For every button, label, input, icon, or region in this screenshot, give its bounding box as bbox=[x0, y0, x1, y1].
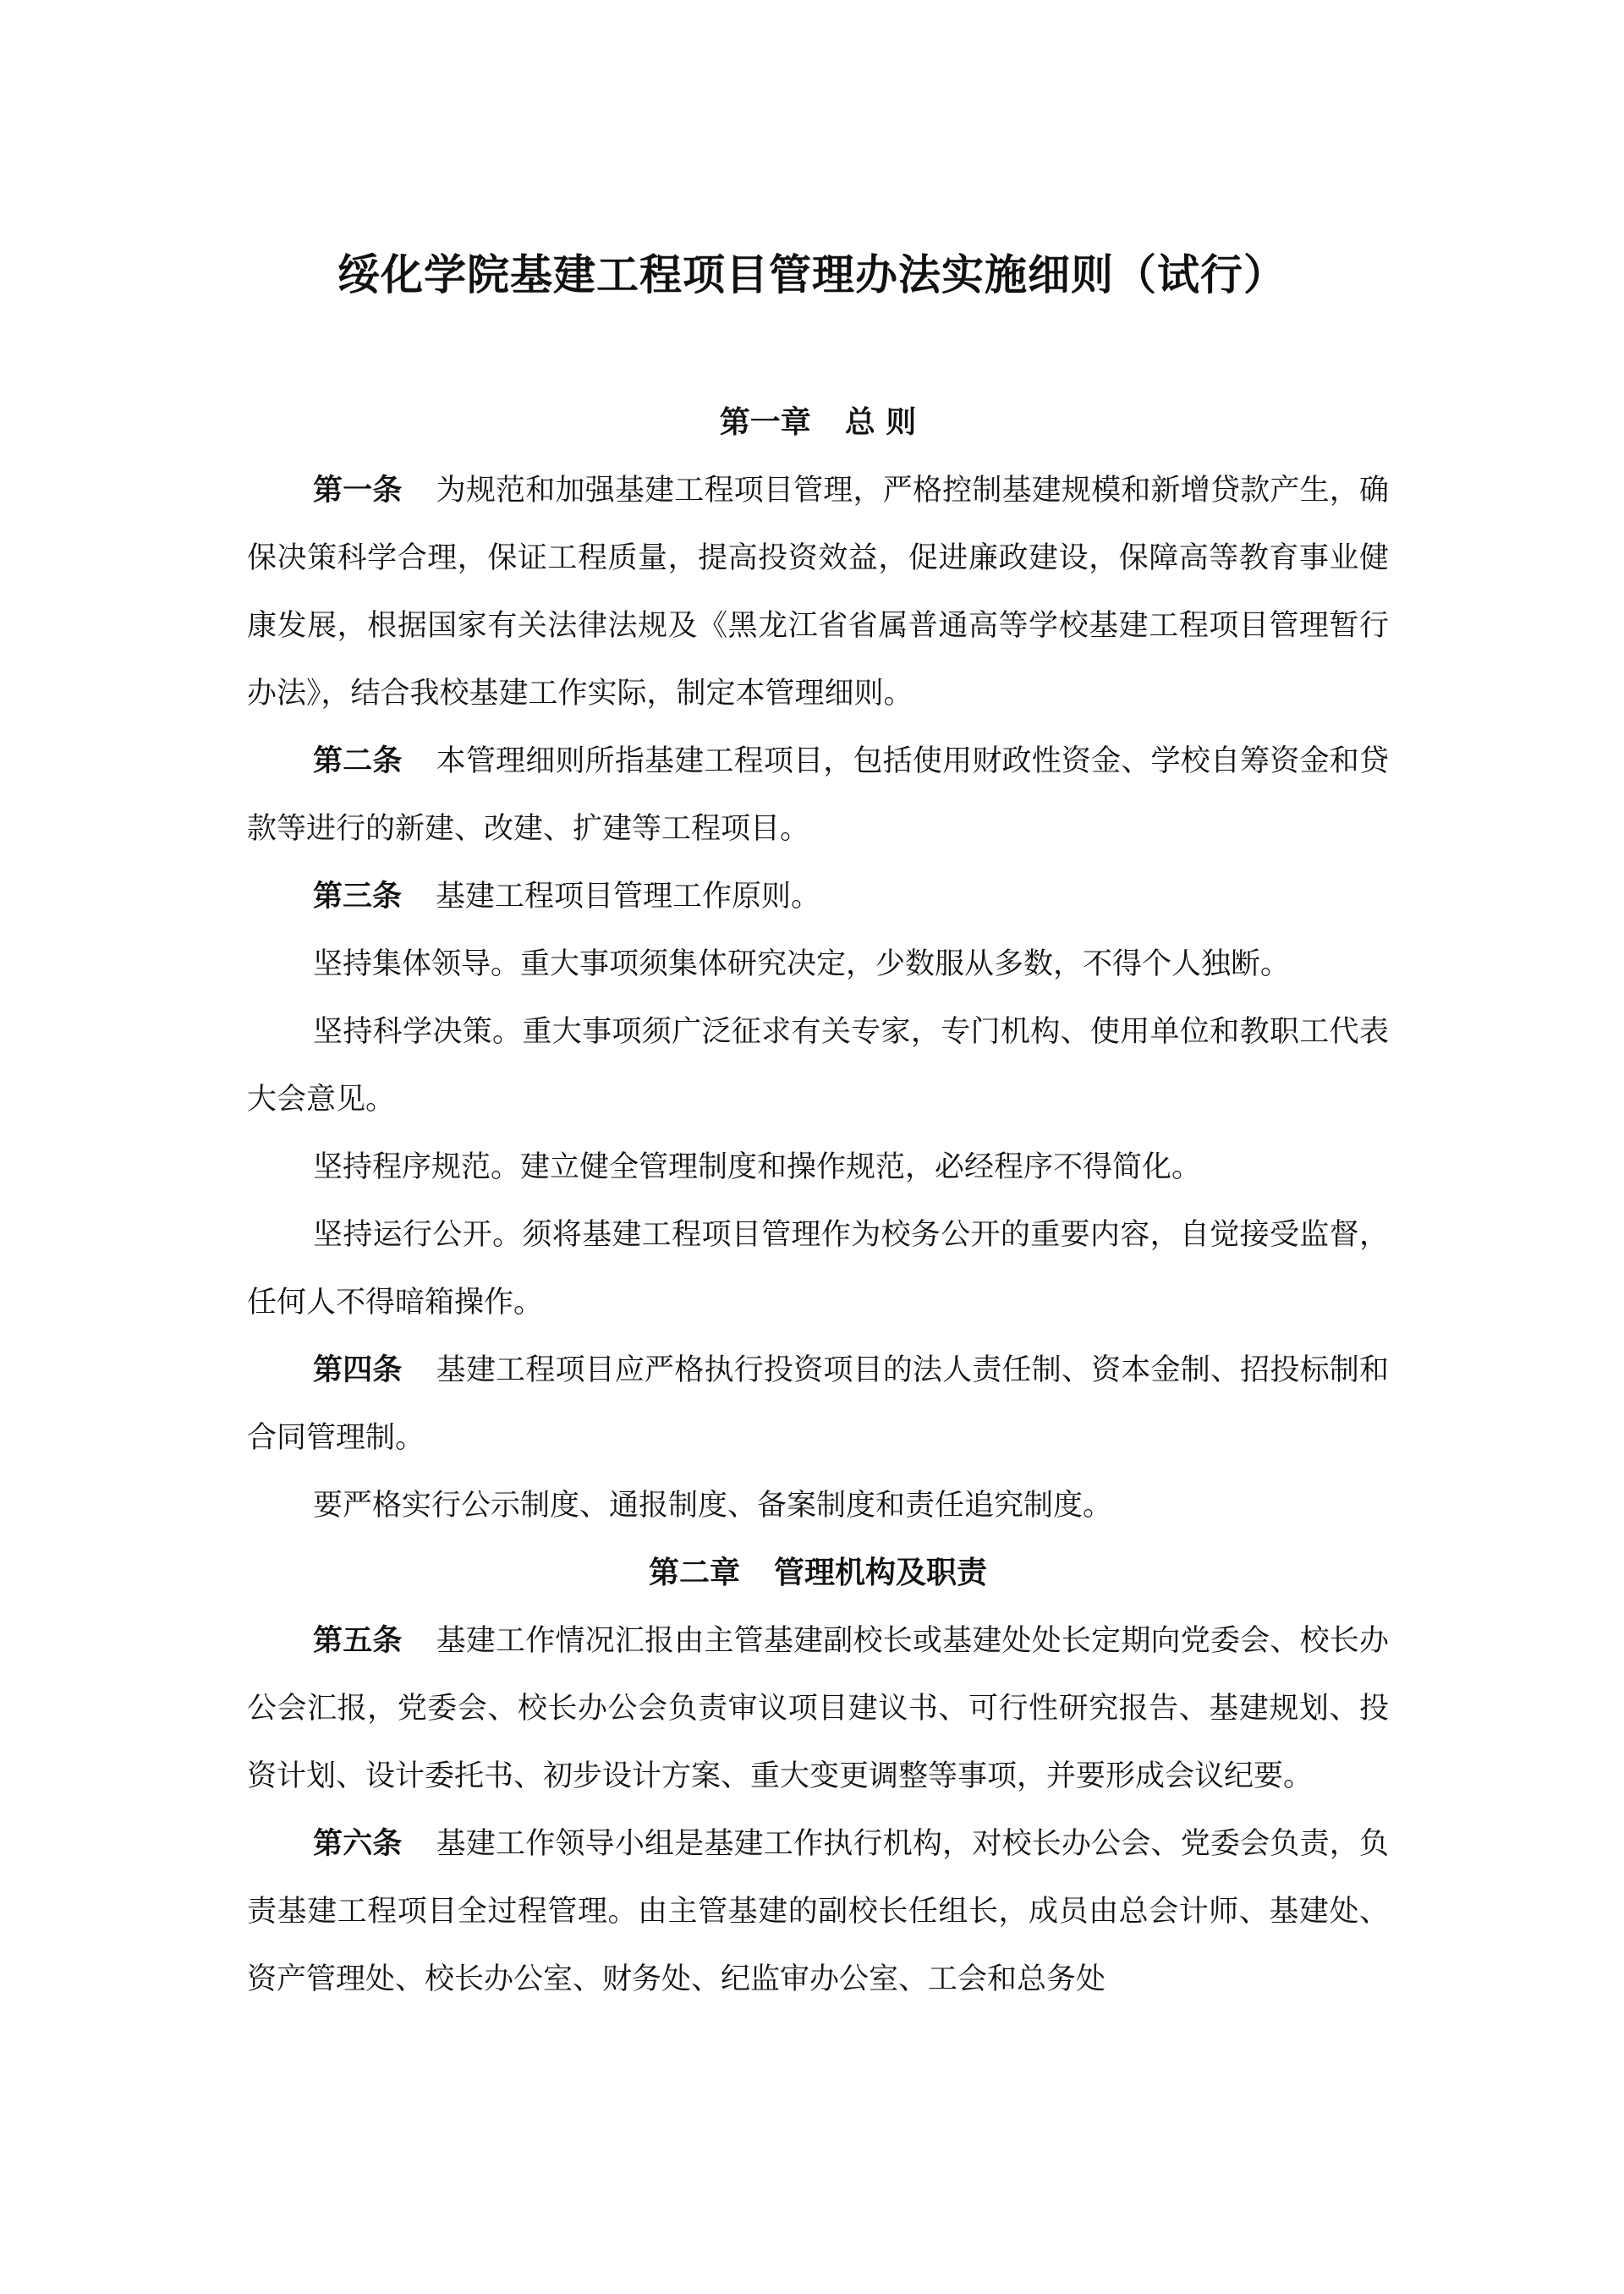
article-paragraph bbox=[247, 457, 1389, 727]
article-paragraph bbox=[247, 1336, 1389, 1472]
chapter-name: 管理机构及职责 bbox=[774, 1556, 988, 1590]
chapter-number: 第一章 bbox=[719, 405, 811, 440]
chapter-heading bbox=[247, 1539, 1389, 1607]
paragraph bbox=[247, 1201, 1389, 1336]
chapter-number: 第二章 bbox=[648, 1556, 740, 1590]
paragraph bbox=[247, 1133, 1389, 1201]
article-paragraph bbox=[247, 727, 1389, 863]
paragraph-text: 基建工作情况汇报由主管基建副校长或基建处处长定期向党委会、校长办公会汇报，党委会、校长办公会负责审议项目建议书、可行性研究报告、基建规划、投资计划、设计委托书、初步设计方案、重大变更调整等事项，并要形成会议纪要。 bbox=[247, 1624, 1389, 1793]
document-body bbox=[247, 389, 1389, 2013]
document-title: 绥化学院基建工程项目管理办法实施细则（试行） bbox=[337, 250, 1287, 299]
paragraph-text: 坚持集体领导。重大事项须集体研究决定，少数服从多数，不得个人独断。 bbox=[313, 947, 1291, 981]
article-number: 第四条 bbox=[313, 1353, 403, 1387]
article-number: 第六条 bbox=[313, 1827, 403, 1861]
paragraph-text: 本管理细则所指基建工程项目，包括使用财政性资金、学校自筹资金和贷款等进行的新建、改建、扩建等工程项目。 bbox=[247, 744, 1389, 846]
article-number: 第三条 bbox=[313, 880, 403, 914]
paragraph-text: 基建工程项目应严格执行投资项目的法人责任制、资本金制、招投标制和合同管理制。 bbox=[247, 1353, 1389, 1455]
chapter-name: 总 则 bbox=[844, 405, 917, 440]
paragraph-text: 为规范和加强基建工程项目管理，严格控制基建规模和新增贷款产生，确保决策科学合理，保证工程质量，提高投资效益，促进廉政建设，保障高等教育事业健康发展，根据国家有关法律法规及《黑龙江省省属普通高等学校基建工程项目管理暂行办法》，结合我校基建工作实际，制定本管理细则。 bbox=[247, 474, 1389, 711]
chapter-heading bbox=[247, 389, 1389, 457]
paragraph-text: 基建工程项目管理工作原则。 bbox=[436, 880, 821, 914]
article-paragraph bbox=[247, 1607, 1389, 1810]
article-paragraph bbox=[247, 863, 1389, 930]
paragraph-text: 基建工作领导小组是基建工作执行机构，对校长办公会、党委会负责，负责基建工程项目全过程管理。由主管基建的副校长任组长，成员由总会计师、基建处、资产管理处、校长办公室、财务处、纪监审办公室、工会和总务处 bbox=[247, 1827, 1389, 1996]
article-paragraph bbox=[247, 1810, 1389, 2013]
article-number: 第五条 bbox=[313, 1624, 403, 1658]
paragraph-text: 坚持程序规范。建立健全管理制度和操作规范，必经程序不得简化。 bbox=[313, 1150, 1202, 1184]
paragraph bbox=[247, 930, 1389, 998]
article-number: 第一条 bbox=[313, 474, 403, 508]
paragraph-text: 坚持科学决策。重大事项须广泛征求有关专家，专门机构、使用单位和教职工代表大会意见。 bbox=[247, 1015, 1389, 1117]
paragraph bbox=[247, 1472, 1389, 1539]
paragraph-text: 坚持运行公开。须将基建工程项目管理作为校务公开的重要内容，自觉接受监督，任何人不得暗箱操作。 bbox=[247, 1218, 1389, 1320]
paragraph-text: 要严格实行公示制度、通报制度、备案制度和责任追究制度。 bbox=[313, 1489, 1113, 1523]
paragraph bbox=[247, 998, 1389, 1133]
article-number: 第二条 bbox=[313, 744, 403, 778]
